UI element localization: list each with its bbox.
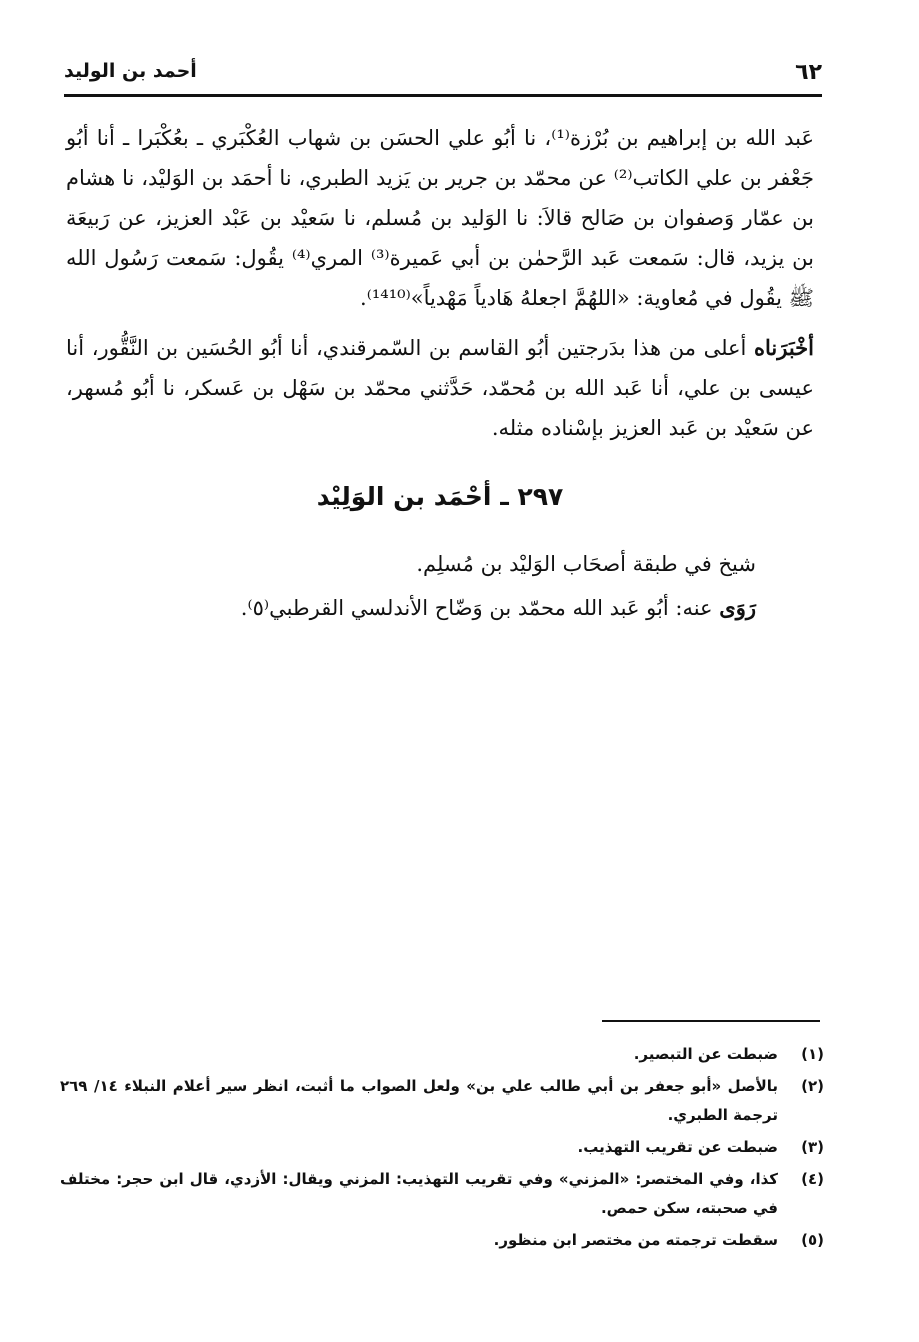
footnotes [60, 1040, 824, 1258]
running-title: أحمد بن الوليد [64, 60, 197, 82]
footnote-number: (٢) [801, 1077, 824, 1095]
footnote-text: ضبطت عن التبصير. [633, 1045, 778, 1063]
footnote-text: بالأصل «أبو جعفر بن أبي طالب علي بن» ولعل الصواب ما أثبت، انظر سير أعلام النبلاء ١٤/ ٢٦٩ ترجمة الطبري. [60, 1077, 778, 1124]
header-rule [64, 94, 822, 97]
entry-heading: ٢٩٧ ـ أحْمَد بن الوَلِيْد [316, 482, 564, 511]
footnote-number: (٤) [801, 1170, 824, 1188]
paragraph-lead-word: أخْبَرَناه [754, 335, 814, 360]
entry-line-text: عنه: أبُو عَبد الله محمّد بن وَضّاح الأندلسي القرطبي⁽٥⁾. [240, 596, 720, 620]
page-header [64, 56, 822, 94]
footnote [60, 1133, 824, 1162]
footnote-text: سقطت ترجمته من مختصر ابن منظور. [493, 1231, 778, 1249]
entry-lead-word: رَوَى [719, 595, 756, 620]
footnote-text: ضبطت عن تقريب التهذيب. [577, 1138, 778, 1156]
entry-body [66, 542, 756, 630]
footnote-number: (١) [801, 1045, 824, 1063]
footnote-text: كذا، وفي المختصر: «المزني» وفي تقريب التهذيب: المزني ويقال: الأزدي، قال ابن حجر: مختلف في صحبته، سكن حمص. [60, 1170, 778, 1217]
paragraph-akhbarana [66, 328, 814, 448]
entry-line [66, 586, 756, 630]
main-text [66, 118, 814, 458]
paragraph-isnad: عَبد الله بن إبراهيم بن بُرْزة⁽¹⁾، نا أبُو علي الحسَن بن شهاب العُكْبَري ـ بعُكْبَرا ـ أنا أبُو جَعْفر بن علي الكاتب⁽²⁾ عن محمّد بن جرير بن يَزيد الطبري، نا أحمَد بن الوَليْد، نا هشام بن عمّار وَصفوان بن صَالح قالاَ: نا الوَليد بن مُسلم، نا سَعيْد بن عَبْد العزيز، عن رَبيعَة بن يزيد، قال: سَمعت عَبد الرَّحمٰن بن أبي عَميرة⁽³⁾ المري⁽⁴⁾ يقُول: سَمعت رَسُول الله ﷺ يقُول في مُعاوية: «اللهُمَّ اجعلهُ هَادياً مَهْدياً»⁽¹⁴¹⁰⁾. [66, 126, 814, 310]
entry-line: شيخ في طبقة أصحَاب الوَليْد بن مُسلِم. [416, 552, 756, 576]
page-number: ٦٢ [795, 60, 822, 85]
footnote-number: (٣) [801, 1138, 824, 1156]
footnote [60, 1226, 824, 1255]
footnote-separator [602, 1020, 820, 1022]
footnote [60, 1165, 824, 1223]
paragraph-text: أعلى من هذا بدَرجتين أبُو القاسم بن السّمرقندي، أنا أبُو الحُسَين بن النَّقُّور، أنا عيسى بن علي، أنا عَبد الله بن مُحمّد، حَدَّثني محمّد بن سَهْل بن عَسكر، نا أبُو مُسهر، عن سَعيْد بن عَبد العزيز بإسْناده مثله. [66, 336, 814, 440]
footnote [60, 1040, 824, 1069]
footnote-number: (٥) [801, 1231, 824, 1249]
footnote [60, 1072, 824, 1130]
